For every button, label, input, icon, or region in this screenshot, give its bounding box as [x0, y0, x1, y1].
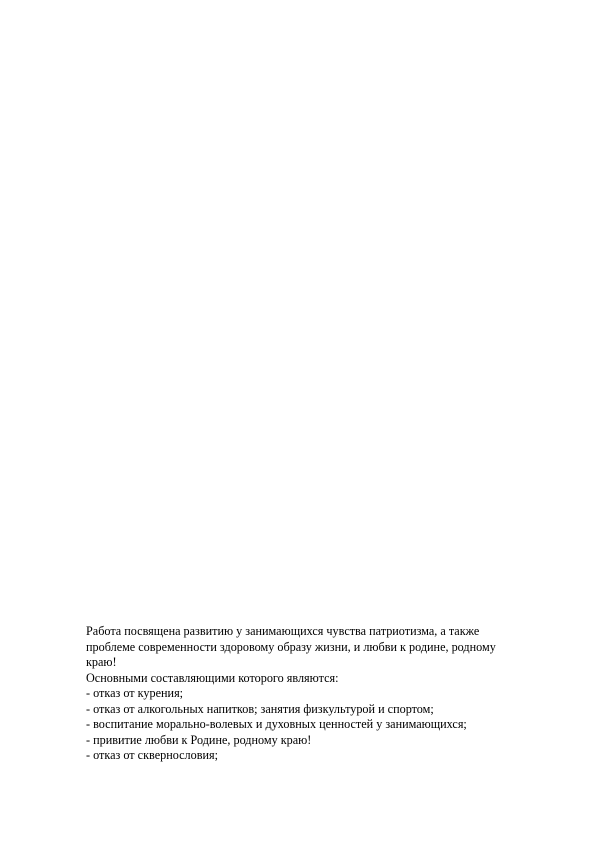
list-item: - отказ от сквернословия;: [86, 748, 218, 762]
list-intro: Основными составляющими которого являются:: [86, 670, 339, 685]
document-text: [86, 624, 556, 764]
paragraph-line: краю!: [86, 655, 117, 669]
paragraph-line: проблеме современности здоровому образу жизни, и любви к родине, родному: [86, 639, 496, 654]
list-item: - воспитание морально-волевых и духовных ценностей у занимающихся;: [86, 717, 467, 731]
list-item: - привитие любви к Родине, родному краю!: [86, 732, 312, 747]
list-item: - отказ от курения;: [86, 686, 184, 700]
paragraph-line: Работа посвящена развитию у занимающихся чувства патриотизма, а также: [86, 624, 480, 638]
list-item: - отказ от алкогольных напитков; занятия физкультурой и спортом;: [86, 701, 434, 716]
